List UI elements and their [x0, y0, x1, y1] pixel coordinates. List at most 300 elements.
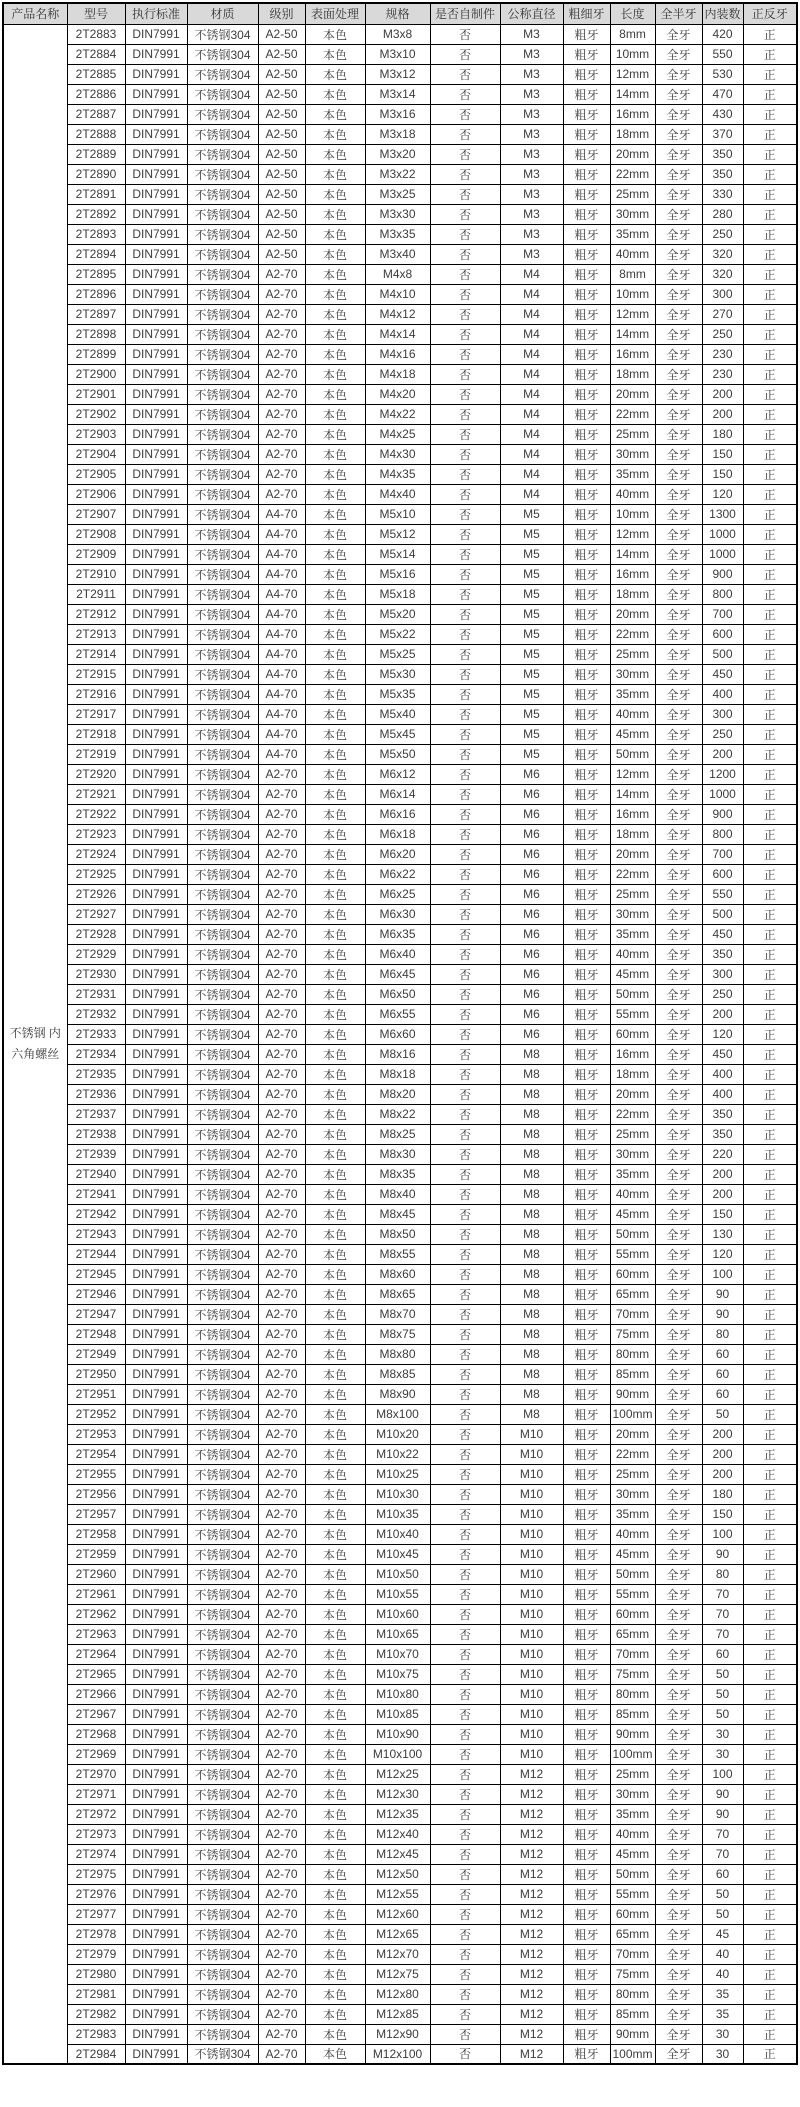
cell-spec: M10x20 — [365, 1424, 430, 1444]
cell-thread-pitch: 粗牙 — [563, 1064, 610, 1084]
cell-model: 2T2888 — [67, 124, 125, 144]
cell-thread-pitch: 粗牙 — [563, 1684, 610, 1704]
cell-thread-coverage: 全牙 — [655, 224, 702, 244]
cell-standard: DIN7991 — [125, 504, 187, 524]
cell-selfmade: 否 — [430, 1564, 500, 1584]
cell-grade: A2-50 — [258, 184, 305, 204]
cell-thread-direction: 正 — [743, 124, 797, 144]
cell-spec: M10x65 — [365, 1624, 430, 1644]
cell-model: 2T2917 — [67, 704, 125, 724]
cell-selfmade: 否 — [430, 1324, 500, 1344]
cell-grade: A2-70 — [258, 1604, 305, 1624]
cell-material: 不锈钢304 — [187, 1804, 258, 1824]
cell-grade: A2-70 — [258, 1664, 305, 1684]
cell-length: 10mm — [610, 504, 655, 524]
cell-thread-coverage: 全牙 — [655, 344, 702, 364]
cell-surface-treatment: 本色 — [305, 364, 365, 384]
cell-material: 不锈钢304 — [187, 64, 258, 84]
cell-thread-pitch: 粗牙 — [563, 1504, 610, 1524]
cell-material: 不锈钢304 — [187, 1604, 258, 1624]
cell-nominal-diameter: M12 — [500, 2004, 563, 2024]
cell-pack-qty: 100 — [702, 1264, 743, 1284]
cell-thread-coverage: 全牙 — [655, 764, 702, 784]
cell-thread-pitch: 粗牙 — [563, 104, 610, 124]
cell-selfmade: 否 — [430, 1404, 500, 1424]
cell-length: 30mm — [610, 1484, 655, 1504]
cell-selfmade: 否 — [430, 184, 500, 204]
cell-selfmade: 否 — [430, 1904, 500, 1924]
cell-grade: A2-70 — [258, 1364, 305, 1384]
cell-selfmade: 否 — [430, 1584, 500, 1604]
cell-surface-treatment: 本色 — [305, 284, 365, 304]
cell-length: 60mm — [610, 1604, 655, 1624]
cell-nominal-diameter: M4 — [500, 264, 563, 284]
cell-pack-qty: 70 — [702, 1844, 743, 1864]
cell-selfmade: 否 — [430, 1664, 500, 1684]
cell-standard: DIN7991 — [125, 864, 187, 884]
cell-length: 18mm — [610, 1064, 655, 1084]
cell-thread-coverage: 全牙 — [655, 1564, 702, 1584]
cell-model: 2T2914 — [67, 644, 125, 664]
cell-material: 不锈钢304 — [187, 584, 258, 604]
cell-selfmade: 否 — [430, 884, 500, 904]
cell-pack-qty: 600 — [702, 624, 743, 644]
cell-selfmade: 否 — [430, 1624, 500, 1644]
cell-surface-treatment: 本色 — [305, 1024, 365, 1044]
cell-thread-direction: 正 — [743, 884, 797, 904]
cell-selfmade: 否 — [430, 104, 500, 124]
cell-thread-pitch: 粗牙 — [563, 1164, 610, 1184]
cell-thread-pitch: 粗牙 — [563, 1644, 610, 1664]
cell-length: 22mm — [610, 864, 655, 884]
cell-spec: M6x35 — [365, 924, 430, 944]
cell-standard: DIN7991 — [125, 324, 187, 344]
cell-model: 2T2923 — [67, 824, 125, 844]
cell-standard: DIN7991 — [125, 264, 187, 284]
cell-thread-coverage: 全牙 — [655, 684, 702, 704]
cell-nominal-diameter: M3 — [500, 164, 563, 184]
cell-thread-pitch: 粗牙 — [563, 184, 610, 204]
cell-material: 不锈钢304 — [187, 1684, 258, 1704]
cell-selfmade: 否 — [430, 1004, 500, 1024]
table-row — [3, 1524, 797, 1544]
cell-nominal-diameter: M5 — [500, 544, 563, 564]
cell-nominal-diameter: M4 — [500, 344, 563, 364]
cell-thread-coverage: 全牙 — [655, 1144, 702, 1164]
cell-model: 2T2883 — [67, 24, 125, 44]
cell-selfmade: 否 — [430, 444, 500, 464]
cell-grade: A2-70 — [258, 1304, 305, 1324]
cell-thread-direction: 正 — [743, 164, 797, 184]
cell-surface-treatment: 本色 — [305, 624, 365, 644]
cell-nominal-diameter: M4 — [500, 484, 563, 504]
cell-surface-treatment: 本色 — [305, 1064, 365, 1084]
cell-selfmade: 否 — [430, 424, 500, 444]
cell-material: 不锈钢304 — [187, 1964, 258, 1984]
cell-thread-coverage: 全牙 — [655, 1324, 702, 1344]
cell-model: 2T2905 — [67, 464, 125, 484]
cell-selfmade: 否 — [430, 784, 500, 804]
cell-grade: A2-50 — [258, 64, 305, 84]
cell-model: 2T2984 — [67, 2044, 125, 2064]
cell-surface-treatment: 本色 — [305, 1844, 365, 1864]
cell-spec: M3x10 — [365, 44, 430, 64]
cell-thread-direction: 正 — [743, 664, 797, 684]
cell-surface-treatment: 本色 — [305, 2004, 365, 2024]
cell-length: 22mm — [610, 1444, 655, 1464]
table-row — [3, 1464, 797, 1484]
cell-thread-coverage: 全牙 — [655, 2004, 702, 2024]
cell-model: 2T2973 — [67, 1824, 125, 1844]
cell-nominal-diameter: M4 — [500, 404, 563, 424]
cell-material: 不锈钢304 — [187, 1584, 258, 1604]
cell-material: 不锈钢304 — [187, 324, 258, 344]
table-row — [3, 1244, 797, 1264]
cell-thread-pitch: 粗牙 — [563, 1464, 610, 1484]
cell-grade: A2-70 — [258, 324, 305, 344]
cell-grade: A2-70 — [258, 884, 305, 904]
cell-selfmade: 否 — [430, 764, 500, 784]
cell-surface-treatment: 本色 — [305, 1184, 365, 1204]
cell-spec: M12x85 — [365, 2004, 430, 2024]
cell-thread-direction: 正 — [743, 804, 797, 824]
cell-spec: M10x70 — [365, 1644, 430, 1664]
cell-surface-treatment: 本色 — [305, 724, 365, 744]
cell-spec: M4x40 — [365, 484, 430, 504]
table-row — [3, 624, 797, 644]
cell-spec: M12x75 — [365, 1964, 430, 1984]
table-row — [3, 904, 797, 924]
cell-standard: DIN7991 — [125, 484, 187, 504]
cell-surface-treatment: 本色 — [305, 964, 365, 984]
cell-nominal-diameter: M10 — [500, 1424, 563, 1444]
cell-standard: DIN7991 — [125, 164, 187, 184]
cell-length: 75mm — [610, 1664, 655, 1684]
cell-grade: A2-70 — [258, 2024, 305, 2044]
cell-thread-pitch: 粗牙 — [563, 504, 610, 524]
cell-thread-direction: 正 — [743, 1804, 797, 1824]
cell-thread-direction: 正 — [743, 1984, 797, 2004]
cell-length: 90mm — [610, 1384, 655, 1404]
cell-grade: A2-70 — [258, 1264, 305, 1284]
cell-thread-pitch: 粗牙 — [563, 524, 610, 544]
table-body — [3, 24, 797, 2064]
cell-length: 22mm — [610, 1104, 655, 1124]
cell-selfmade: 否 — [430, 1224, 500, 1244]
cell-selfmade: 否 — [430, 924, 500, 944]
cell-surface-treatment: 本色 — [305, 204, 365, 224]
cell-length: 25mm — [610, 1124, 655, 1144]
cell-grade: A2-50 — [258, 84, 305, 104]
cell-standard: DIN7991 — [125, 844, 187, 864]
cell-material: 不锈钢304 — [187, 1024, 258, 1044]
cell-thread-coverage: 全牙 — [655, 1364, 702, 1384]
cell-thread-coverage: 全牙 — [655, 1624, 702, 1644]
cell-material: 不锈钢304 — [187, 1524, 258, 1544]
cell-thread-direction: 正 — [743, 1324, 797, 1344]
cell-model: 2T2891 — [67, 184, 125, 204]
cell-surface-treatment: 本色 — [305, 584, 365, 604]
cell-length: 8mm — [610, 264, 655, 284]
cell-pack-qty: 250 — [702, 984, 743, 1004]
table-row — [3, 1424, 797, 1444]
cell-nominal-diameter: M10 — [500, 1724, 563, 1744]
cell-thread-coverage: 全牙 — [655, 1204, 702, 1224]
cell-length: 20mm — [610, 384, 655, 404]
cell-model: 2T2916 — [67, 684, 125, 704]
cell-standard: DIN7991 — [125, 1864, 187, 1884]
table-row — [3, 1164, 797, 1184]
cell-selfmade: 否 — [430, 1764, 500, 1784]
table-row — [3, 364, 797, 384]
cell-standard: DIN7991 — [125, 1624, 187, 1644]
cell-thread-direction: 正 — [743, 1864, 797, 1884]
cell-selfmade: 否 — [430, 1444, 500, 1464]
cell-selfmade: 否 — [430, 1644, 500, 1664]
cell-thread-pitch: 粗牙 — [563, 1204, 610, 1224]
cell-length: 55mm — [610, 1244, 655, 1264]
cell-pack-qty: 180 — [702, 1484, 743, 1504]
cell-pack-qty: 90 — [702, 1304, 743, 1324]
cell-grade: A2-70 — [258, 364, 305, 384]
table-row — [3, 1944, 797, 1964]
cell-grade: A2-70 — [258, 1484, 305, 1504]
table-row — [3, 264, 797, 284]
cell-grade: A2-70 — [258, 1584, 305, 1604]
cell-nominal-diameter: M8 — [500, 1244, 563, 1264]
cell-grade: A2-70 — [258, 284, 305, 304]
table-row — [3, 184, 797, 204]
cell-standard: DIN7991 — [125, 244, 187, 264]
cell-thread-coverage: 全牙 — [655, 1504, 702, 1524]
cell-spec: M12x70 — [365, 1944, 430, 1964]
cell-standard: DIN7991 — [125, 604, 187, 624]
cell-thread-pitch: 粗牙 — [563, 864, 610, 884]
cell-grade: A2-70 — [258, 804, 305, 824]
cell-length: 85mm — [610, 2004, 655, 2024]
cell-thread-coverage: 全牙 — [655, 1684, 702, 1704]
table-row — [3, 384, 797, 404]
table-row — [3, 924, 797, 944]
cell-thread-coverage: 全牙 — [655, 624, 702, 644]
cell-thread-direction: 正 — [743, 264, 797, 284]
cell-grade: A4-70 — [258, 744, 305, 764]
cell-model: 2T2898 — [67, 324, 125, 344]
table-row — [3, 324, 797, 344]
cell-standard: DIN7991 — [125, 1164, 187, 1184]
cell-material: 不锈钢304 — [187, 1664, 258, 1684]
cell-nominal-diameter: M4 — [500, 464, 563, 484]
table-row — [3, 1884, 797, 1904]
cell-surface-treatment: 本色 — [305, 344, 365, 364]
cell-pack-qty: 370 — [702, 124, 743, 144]
cell-thread-pitch: 粗牙 — [563, 564, 610, 584]
cell-thread-pitch: 粗牙 — [563, 124, 610, 144]
cell-thread-pitch: 粗牙 — [563, 984, 610, 1004]
cell-pack-qty: 130 — [702, 1224, 743, 1244]
cell-thread-direction: 正 — [743, 1184, 797, 1204]
cell-selfmade: 否 — [430, 464, 500, 484]
cell-thread-direction: 正 — [743, 1944, 797, 1964]
cell-grade: A4-70 — [258, 724, 305, 744]
cell-nominal-diameter: M10 — [500, 1624, 563, 1644]
table-row — [3, 444, 797, 464]
cell-standard: DIN7991 — [125, 724, 187, 744]
cell-length: 16mm — [610, 344, 655, 364]
header-grade: 级别 — [258, 3, 305, 24]
cell-standard: DIN7991 — [125, 2044, 187, 2064]
cell-spec: M5x25 — [365, 644, 430, 664]
cell-selfmade: 否 — [430, 404, 500, 424]
cell-model: 2T2946 — [67, 1284, 125, 1304]
cell-spec: M5x22 — [365, 624, 430, 644]
cell-grade: A2-70 — [258, 1124, 305, 1144]
cell-material: 不锈钢304 — [187, 1404, 258, 1424]
cell-thread-direction: 正 — [743, 144, 797, 164]
cell-thread-coverage: 全牙 — [655, 824, 702, 844]
cell-thread-direction: 正 — [743, 1064, 797, 1084]
cell-material: 不锈钢304 — [187, 484, 258, 504]
cell-thread-pitch: 粗牙 — [563, 1744, 610, 1764]
cell-thread-direction: 正 — [743, 1844, 797, 1864]
cell-nominal-diameter: M6 — [500, 924, 563, 944]
cell-thread-pitch: 粗牙 — [563, 1544, 610, 1564]
cell-surface-treatment: 本色 — [305, 1464, 365, 1484]
cell-material: 不锈钢304 — [187, 1224, 258, 1244]
cell-surface-treatment: 本色 — [305, 1644, 365, 1664]
cell-thread-coverage: 全牙 — [655, 1944, 702, 1964]
cell-surface-treatment: 本色 — [305, 1484, 365, 1504]
cell-material: 不锈钢304 — [187, 1384, 258, 1404]
cell-material: 不锈钢304 — [187, 1724, 258, 1744]
cell-nominal-diameter: M5 — [500, 564, 563, 584]
cell-thread-coverage: 全牙 — [655, 1604, 702, 1624]
cell-pack-qty: 470 — [702, 84, 743, 104]
cell-pack-qty: 60 — [702, 1864, 743, 1884]
cell-thread-pitch: 粗牙 — [563, 1664, 610, 1684]
table-row — [3, 1824, 797, 1844]
table-row — [3, 824, 797, 844]
table-row — [3, 604, 797, 624]
cell-material: 不锈钢304 — [187, 1304, 258, 1324]
cell-thread-pitch: 粗牙 — [563, 1924, 610, 1944]
cell-selfmade: 否 — [430, 24, 500, 44]
cell-length: 25mm — [610, 644, 655, 664]
table-row — [3, 1664, 797, 1684]
table-row — [3, 1904, 797, 1924]
cell-material: 不锈钢304 — [187, 684, 258, 704]
cell-material: 不锈钢304 — [187, 124, 258, 144]
cell-thread-coverage: 全牙 — [655, 24, 702, 44]
cell-model: 2T2943 — [67, 1224, 125, 1244]
cell-thread-pitch: 粗牙 — [563, 304, 610, 324]
cell-thread-pitch: 粗牙 — [563, 1824, 610, 1844]
cell-surface-treatment: 本色 — [305, 784, 365, 804]
cell-standard: DIN7991 — [125, 124, 187, 144]
cell-nominal-diameter: M6 — [500, 1004, 563, 1024]
cell-model: 2T2890 — [67, 164, 125, 184]
cell-pack-qty: 90 — [702, 1284, 743, 1304]
cell-model: 2T2902 — [67, 404, 125, 424]
cell-selfmade: 否 — [430, 1524, 500, 1544]
cell-thread-pitch: 粗牙 — [563, 1724, 610, 1744]
cell-standard: DIN7991 — [125, 1224, 187, 1244]
cell-material: 不锈钢304 — [187, 1104, 258, 1124]
cell-spec: M8x80 — [365, 1344, 430, 1364]
cell-thread-coverage: 全牙 — [655, 744, 702, 764]
table-row — [3, 544, 797, 564]
cell-thread-pitch: 粗牙 — [563, 44, 610, 64]
cell-pack-qty: 30 — [702, 2044, 743, 2064]
cell-spec: M12x60 — [365, 1904, 430, 1924]
cell-standard: DIN7991 — [125, 804, 187, 824]
cell-standard: DIN7991 — [125, 444, 187, 464]
cell-thread-direction: 正 — [743, 244, 797, 264]
cell-spec: M10x80 — [365, 1684, 430, 1704]
cell-thread-direction: 正 — [743, 1824, 797, 1844]
cell-selfmade: 否 — [430, 1784, 500, 1804]
cell-pack-qty: 1000 — [702, 524, 743, 544]
cell-thread-pitch: 粗牙 — [563, 1144, 610, 1164]
cell-nominal-diameter: M4 — [500, 284, 563, 304]
cell-surface-treatment: 本色 — [305, 1344, 365, 1364]
cell-selfmade: 否 — [430, 564, 500, 584]
cell-standard: DIN7991 — [125, 344, 187, 364]
table-row — [3, 1784, 797, 1804]
cell-standard: DIN7991 — [125, 684, 187, 704]
cell-length: 75mm — [610, 1324, 655, 1344]
cell-grade: A2-70 — [258, 1324, 305, 1344]
cell-thread-coverage: 全牙 — [655, 1044, 702, 1064]
cell-spec: M4x8 — [365, 264, 430, 284]
cell-material: 不锈钢304 — [187, 1644, 258, 1664]
cell-nominal-diameter: M8 — [500, 1364, 563, 1384]
cell-pack-qty: 230 — [702, 344, 743, 364]
cell-thread-direction: 正 — [743, 584, 797, 604]
cell-length: 25mm — [610, 1764, 655, 1784]
cell-pack-qty: 70 — [702, 1624, 743, 1644]
cell-thread-pitch: 粗牙 — [563, 1424, 610, 1444]
cell-surface-treatment: 本色 — [305, 1364, 365, 1384]
cell-thread-pitch: 粗牙 — [563, 1764, 610, 1784]
cell-model: 2T2900 — [67, 364, 125, 384]
cell-length: 80mm — [610, 1984, 655, 2004]
table-row — [3, 204, 797, 224]
cell-thread-coverage: 全牙 — [655, 504, 702, 524]
cell-spec: M8x75 — [365, 1324, 430, 1344]
cell-material: 不锈钢304 — [187, 384, 258, 404]
cell-length: 14mm — [610, 784, 655, 804]
cell-thread-coverage: 全牙 — [655, 1844, 702, 1864]
cell-selfmade: 否 — [430, 1544, 500, 1564]
cell-selfmade: 否 — [430, 204, 500, 224]
cell-pack-qty: 300 — [702, 704, 743, 724]
cell-thread-direction: 正 — [743, 1624, 797, 1644]
cell-selfmade: 否 — [430, 804, 500, 824]
cell-grade: A2-70 — [258, 824, 305, 844]
cell-nominal-diameter: M12 — [500, 1884, 563, 1904]
cell-thread-coverage: 全牙 — [655, 2044, 702, 2064]
cell-selfmade: 否 — [430, 1344, 500, 1364]
cell-nominal-diameter: M12 — [500, 1944, 563, 1964]
cell-material: 不锈钢304 — [187, 1824, 258, 1844]
cell-selfmade: 否 — [430, 364, 500, 384]
cell-spec: M6x18 — [365, 824, 430, 844]
cell-material: 不锈钢304 — [187, 1924, 258, 1944]
cell-model: 2T2894 — [67, 244, 125, 264]
cell-thread-coverage: 全牙 — [655, 1344, 702, 1364]
cell-selfmade: 否 — [430, 284, 500, 304]
